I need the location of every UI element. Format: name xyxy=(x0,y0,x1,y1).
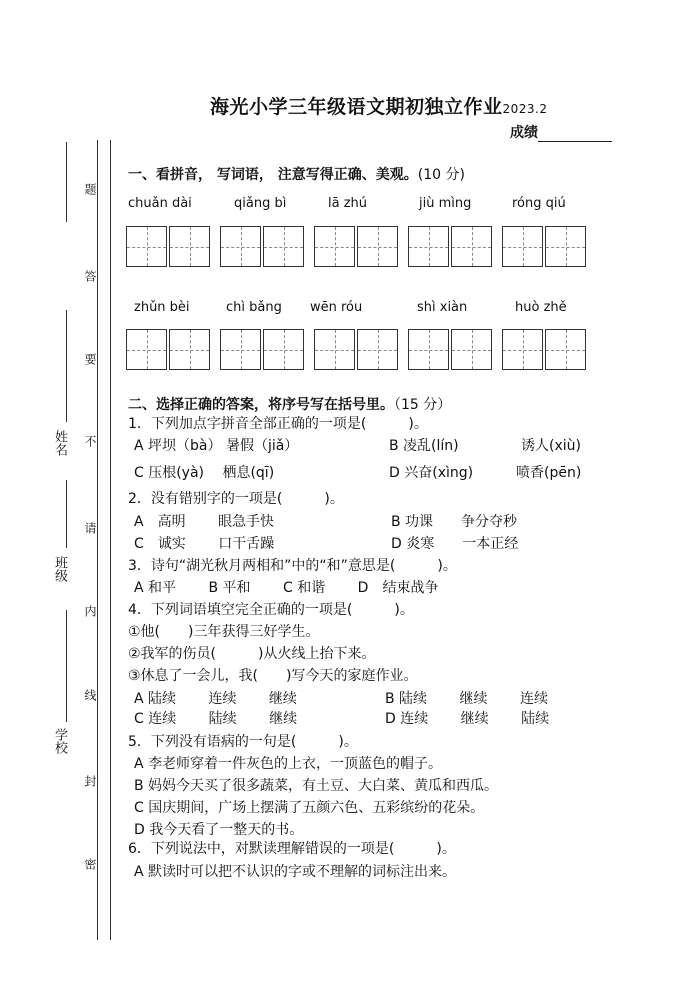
name-label: 姓名 xyxy=(52,430,67,456)
q5-option-b: B 妈妈今天买了很多蔬菜，有土豆、大白菜、黄瓜和西瓜。 xyxy=(134,778,499,794)
pinyin-1-1: chuǎn dài xyxy=(128,196,192,211)
page-title xyxy=(210,92,548,119)
q2-option-a: A 高明 眼急手快 xyxy=(134,514,275,530)
q1-option-b: B 凌乱(lín) xyxy=(389,438,459,454)
write-cell[interactable] xyxy=(263,226,304,267)
write-cell[interactable] xyxy=(502,226,543,267)
write-cell[interactable] xyxy=(545,329,586,370)
pinyin-1-2: qiǎng bì xyxy=(234,196,287,211)
writing-grid-row2 xyxy=(126,329,588,370)
section2-heading xyxy=(128,394,451,414)
write-cell[interactable] xyxy=(169,329,210,370)
write-cell[interactable] xyxy=(408,226,449,267)
write-cell[interactable] xyxy=(451,226,492,267)
q3-stem: 3．诗句“湖光秋月两相和”中的“和”意思是( )。 xyxy=(128,558,457,574)
q1-option-a: A 坪坝（bà） 暑假（jiǎ） xyxy=(134,438,299,454)
margin-char-3: 要 xyxy=(83,353,97,365)
q5-option-c: C 国庆期间，广场上摆满了五颜六色、五彩缤纷的花朵。 xyxy=(134,800,485,816)
write-cell[interactable] xyxy=(451,329,492,370)
write-cell[interactable] xyxy=(502,329,543,370)
write-cell[interactable] xyxy=(220,329,261,370)
write-cell[interactable] xyxy=(126,329,167,370)
write-cell[interactable] xyxy=(357,329,398,370)
q4-sentence-3: ③休息了一会儿，我( )写今天的家庭作业。 xyxy=(128,668,418,684)
margin-char-2: 答 xyxy=(83,270,97,282)
pinyin-1-4: jiù mìng xyxy=(419,196,472,211)
section2-heading-text: 二、选择正确的答案，将序号写在括号里。 xyxy=(128,397,394,413)
margin-char-4: 不 xyxy=(83,435,97,447)
q2-option-d: D 炎寒 一本正经 xyxy=(391,536,519,552)
field-line-class xyxy=(66,480,67,548)
margin-line-inner xyxy=(110,140,111,940)
write-cell[interactable] xyxy=(545,226,586,267)
pinyin-2-4: shì xiàn xyxy=(417,300,468,315)
margin-char-5: 请 xyxy=(83,522,97,534)
margin-char-8: 封 xyxy=(83,775,97,787)
margin-char-9: 密 xyxy=(83,858,97,870)
pinyin-2-3: wēn róu xyxy=(310,300,363,315)
section1-points: (10 分) xyxy=(417,167,465,183)
q1-stem: 1．下列加点字拼音全部正确的一项是( )。 xyxy=(128,416,428,432)
section1-heading xyxy=(128,164,465,184)
write-cell[interactable] xyxy=(357,226,398,267)
q2-stem: 2．没有错别字的一项是( )。 xyxy=(128,491,344,507)
pinyin-2-5: huò zhě xyxy=(515,300,567,315)
field-line-top xyxy=(66,142,67,222)
q3-options: A 和平 B 平和 C 和谐 D 结束战争 xyxy=(134,580,439,596)
q4-sentence-2: ②我军的伤员( )从火线上抬下来。 xyxy=(128,646,376,662)
q6-stem: 6．下列说法中，对默读理解错误的一项是( )。 xyxy=(128,841,456,857)
write-cell[interactable] xyxy=(169,226,210,267)
score-field xyxy=(510,122,612,142)
write-cell[interactable] xyxy=(314,226,355,267)
q1-option-d: D 兴奋(xìng) xyxy=(389,465,474,481)
title-year: 2023.2 xyxy=(502,102,548,116)
q1-option-d2: 喷香(pēn) xyxy=(516,465,582,481)
write-cell[interactable] xyxy=(126,226,167,267)
title-text: 海光小学三年级语文期初独立作业 xyxy=(210,96,503,118)
section2-points: （15 分） xyxy=(394,397,452,413)
pinyin-1-5: róng qiú xyxy=(512,196,566,211)
write-cell[interactable] xyxy=(408,329,449,370)
q4-option-d: D 连续 继续 陆续 xyxy=(385,711,550,727)
q4-option-c: C 连续 陆续 继续 xyxy=(134,711,298,727)
q1-option-b2: 诱人(xiù) xyxy=(521,438,581,454)
score-label: 成绩 xyxy=(510,125,538,141)
score-blank[interactable] xyxy=(538,127,612,142)
pinyin-2-2: chì bǎng xyxy=(226,300,282,315)
q4-option-b: B 陆续 继续 连续 xyxy=(385,691,548,707)
q6-option-a: A 默读时可以把不认识的字或不理解的词标注出来。 xyxy=(134,864,457,880)
field-line-name xyxy=(66,310,67,422)
q5-option-a: A 李老师穿着一件灰色的上衣，一顶蓝色的帽子。 xyxy=(134,756,443,772)
writing-grid-row1 xyxy=(126,226,588,267)
field-line-school xyxy=(66,610,67,722)
q2-option-b: B 功课 争分夺秒 xyxy=(391,514,518,530)
section1-heading-text: 一、看拼音， 写词语， 注意写得正确、美观。 xyxy=(128,167,418,183)
margin-line-outer xyxy=(97,140,98,940)
margin-char-1: 题 xyxy=(83,183,97,195)
q4-option-a: A 陆续 连续 继续 xyxy=(134,691,297,707)
q4-sentence-1: ①他( )三年获得三好学生。 xyxy=(128,624,320,640)
write-cell[interactable] xyxy=(263,329,304,370)
q4-stem: 4．下列词语填空完全正确的一项是( )。 xyxy=(128,602,414,618)
q1-option-c: C 压根(yà) 栖息(qī) xyxy=(134,465,275,481)
pinyin-1-3: lā zhú xyxy=(328,196,368,211)
margin-char-6: 内 xyxy=(83,605,97,617)
q5-option-d: D 我今天看了一整天的书。 xyxy=(134,822,304,838)
write-cell[interactable] xyxy=(314,329,355,370)
school-label: 学校 xyxy=(52,728,67,754)
q5-stem: 5．下列没有语病的一句是( )。 xyxy=(128,734,358,750)
q2-option-c: C 诚实 口干舌躁 xyxy=(134,536,275,552)
margin-char-7: 线 xyxy=(83,689,97,701)
class-label: 班级 xyxy=(52,556,67,582)
write-cell[interactable] xyxy=(220,226,261,267)
pinyin-2-1: zhǔn bèi xyxy=(134,300,190,315)
